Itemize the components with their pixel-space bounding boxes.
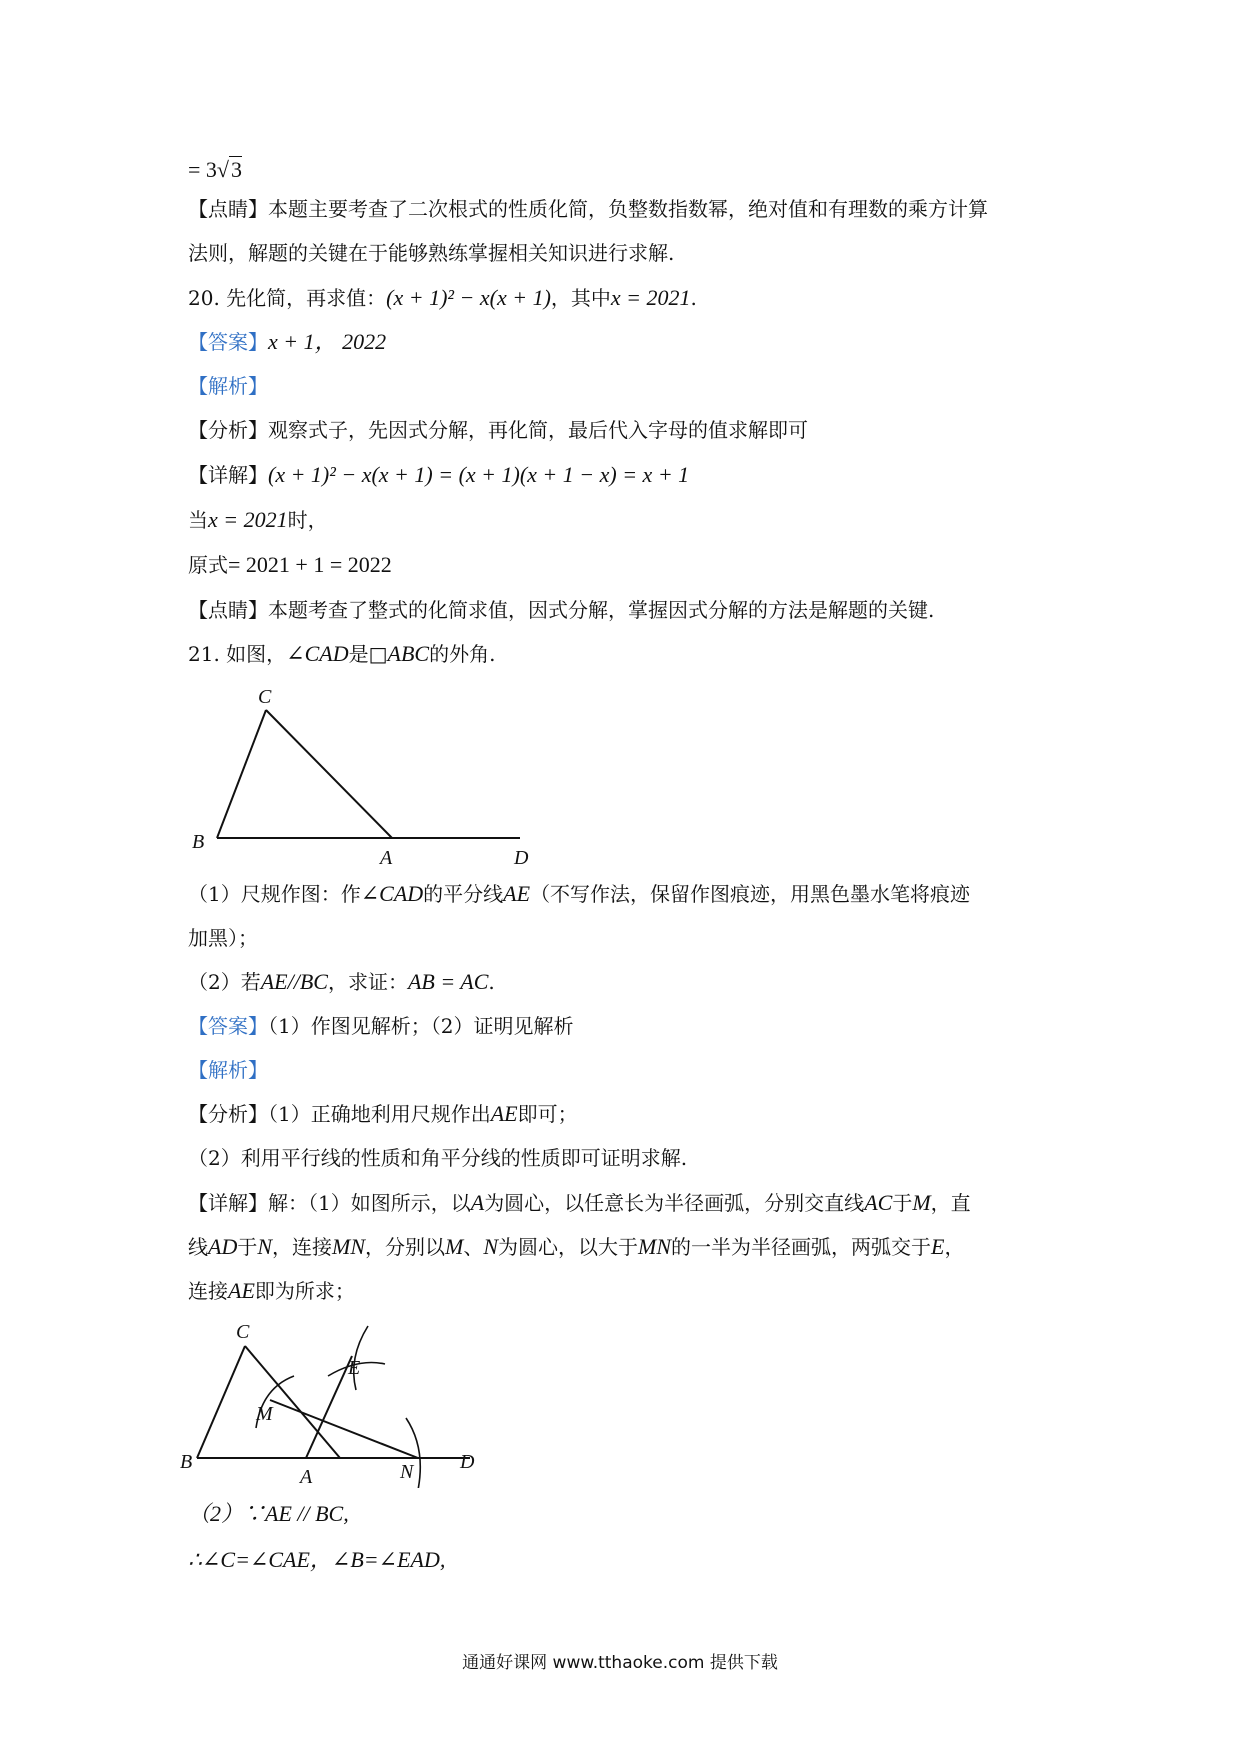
xj2-m-n2: N (483, 1234, 499, 1259)
part1-text-2: 的平分线 (423, 882, 504, 906)
label-d: D (514, 847, 529, 869)
label-c: C (258, 690, 272, 708)
xj2-text-f: 为圆心，以大于 (498, 1235, 639, 1259)
q21-text: 21. 如图， (188, 642, 287, 666)
xj2-text-d: ，分别以 (365, 1235, 446, 1259)
result-text: = 3 (188, 157, 217, 182)
xj3-text-b: 即为所求； (254, 1279, 355, 1303)
q20-x-value: x = 2021 (610, 285, 691, 310)
xiangjie-21-line1 (188, 1189, 971, 1217)
part2-parallel: AE//BC (260, 969, 328, 994)
xiangjie-21-line2 (188, 1233, 964, 1261)
question-20 (188, 284, 697, 312)
part1-text: （1）尺规作图：作 (188, 882, 361, 906)
part2-text: （2）若 (188, 970, 261, 994)
label-c-2: C (236, 1321, 250, 1343)
q20-text-2: ，其中 (550, 286, 611, 310)
label-b-2: B (180, 1451, 193, 1473)
xj-text-c: 于 (892, 1191, 913, 1215)
answer-20 (188, 328, 386, 356)
part2-text-2: ，求证： (327, 970, 408, 994)
segment-bc-2 (197, 1346, 245, 1458)
q20-text: 20. 先化简，再求值： (188, 286, 387, 310)
xj2-text-e: 、 (463, 1235, 484, 1259)
xj-text-d: ，直 (930, 1191, 971, 1215)
answer-21-text: （1）作图见解析；（2）证明见解析 (268, 1014, 574, 1038)
q21-angle: ∠CAD (286, 641, 349, 666)
when-text: 当 (188, 508, 208, 532)
result-line (188, 156, 242, 184)
xj3-text-a: 连接 (188, 1279, 228, 1303)
label-b: B (192, 831, 205, 853)
q21-part1-line1 (188, 880, 970, 908)
fenxi-21-line2: （2）利用平行线的性质和角平分线的性质即可证明求解. (188, 1146, 688, 1170)
when-x-line (188, 506, 328, 534)
fenxi-21-text: 【分析】（1）正确地利用尺规作出 (188, 1102, 491, 1126)
figure-triangle-abc (180, 690, 540, 870)
figure-construction (180, 1318, 500, 1488)
dianjing-19-line-1: 【点睛】本题主要考查了二次根式的性质化简，负整数指数幂，绝对值和有理数的乘方计算 (188, 197, 988, 221)
page-footer: 通通好课网 www.tthaoke.com 提供下载 (462, 1653, 778, 1673)
xj2-text-c: ，连接 (272, 1235, 333, 1259)
xj-m-ac: AC (864, 1190, 893, 1215)
label-a-2: A (300, 1466, 313, 1488)
part1-text-3: （不写作法，保留作图痕迹，用黑色墨水笔将痕迹 (530, 882, 971, 906)
original-value: = 2021 + 1 = 2022 (228, 552, 392, 577)
answer-20-value: x + 1， 2022 (268, 329, 387, 354)
question-21 (188, 640, 495, 668)
part1-angle: ∠CAD (360, 881, 424, 906)
part1-ae: AE (503, 881, 531, 906)
segment-ca-2 (245, 1346, 340, 1458)
xj2-text-g: 的一半为半径画弧，两弧交于 (671, 1235, 932, 1259)
xj2-m-n: N (257, 1234, 273, 1259)
label-m: M (256, 1403, 273, 1425)
sqrt-symbol: √ (216, 157, 229, 182)
q21-triangle-box: □ (368, 642, 388, 666)
q21-text-3: 的外角. (429, 642, 496, 666)
xj3-m-ae: AE (228, 1278, 255, 1303)
xj2-text-h: ， (944, 1235, 965, 1259)
q21-part2 (188, 968, 495, 996)
jiexi-tag-20: 【解析】 (188, 374, 268, 398)
original-text: 原式 (188, 553, 228, 577)
part2-period: . (488, 970, 495, 994)
fenxi-21-ae: AE (490, 1101, 518, 1126)
xj2-m-mn: MN (332, 1234, 366, 1259)
original-expression-line (188, 551, 392, 579)
when-x-value: x = 2021 (208, 507, 288, 532)
xiangjie-20 (188, 461, 689, 489)
label-e: E (348, 1357, 361, 1379)
xj-text-a: 【详解】解：（1）如图所示，以 (188, 1191, 471, 1215)
jiexi-tag-21: 【解析】 (188, 1058, 268, 1082)
q21-part1-line2: 加黑）； (188, 926, 258, 950)
xj2-m-m: M (445, 1234, 464, 1259)
segment-ca (266, 710, 392, 838)
xj2-text-b: 于 (237, 1235, 258, 1259)
sqrt-radicand: 3 (231, 157, 242, 182)
xj-m-m: M (912, 1190, 931, 1215)
q21-triangle-name: ABC (387, 641, 430, 666)
q20-period: . (690, 286, 697, 310)
fenxi-21-line1 (188, 1100, 578, 1128)
xj2-text-a: 线 (188, 1235, 208, 1259)
xj2-m-mn2: MN (638, 1234, 672, 1259)
dianjing-20: 【点睛】本题考查了整式的化简求值，因式分解，掌握因式分解的方法是解题的关键. (188, 598, 935, 622)
fenxi-21-text-2: 即可； (517, 1102, 578, 1126)
xiangjie-20-expression: (x + 1)² − x(x + 1) = (x + 1)(x + 1 − x) = x + 1 (268, 462, 690, 487)
xiangjie-21-line3 (188, 1277, 355, 1305)
dianjing-19-line-2: 法则，解题的关键在于能够熟练掌握相关知识进行求解. (188, 241, 675, 265)
xj-text-b: 为圆心，以任意长为半径画弧，分别交直线 (484, 1191, 865, 1215)
segment-ae (306, 1356, 352, 1458)
part2-proof-line2: ∴∠C=∠CAE，∠B=∠EAD, (188, 1547, 446, 1572)
xj-m-a: A (470, 1190, 485, 1215)
answer-tag-21: 【答案】 (188, 1014, 268, 1038)
fenxi-20: 【分析】观察式子，先因式分解，再化简，最后代入字母的值求解即可 (188, 418, 808, 442)
label-d-2: D (460, 1451, 475, 1473)
q21-text-2: 是 (348, 642, 369, 666)
label-a: A (380, 847, 393, 869)
part2-proof-line1: （2）∵AE // BC, (188, 1501, 349, 1526)
answer-21 (188, 1012, 573, 1040)
part2-equality: AB = AC (407, 969, 489, 994)
segment-bc (217, 710, 266, 838)
label-n: N (400, 1461, 414, 1483)
answer-tag: 【答案】 (188, 330, 268, 354)
segment-mn (270, 1400, 418, 1458)
xiangjie-tag: 【详解】 (188, 463, 268, 487)
when-text-2: 时， (287, 508, 328, 532)
xj2-m-e: E (931, 1234, 945, 1259)
xj2-m-ad: AD (208, 1234, 238, 1259)
q20-expression: (x + 1)² − x(x + 1) (386, 285, 551, 310)
